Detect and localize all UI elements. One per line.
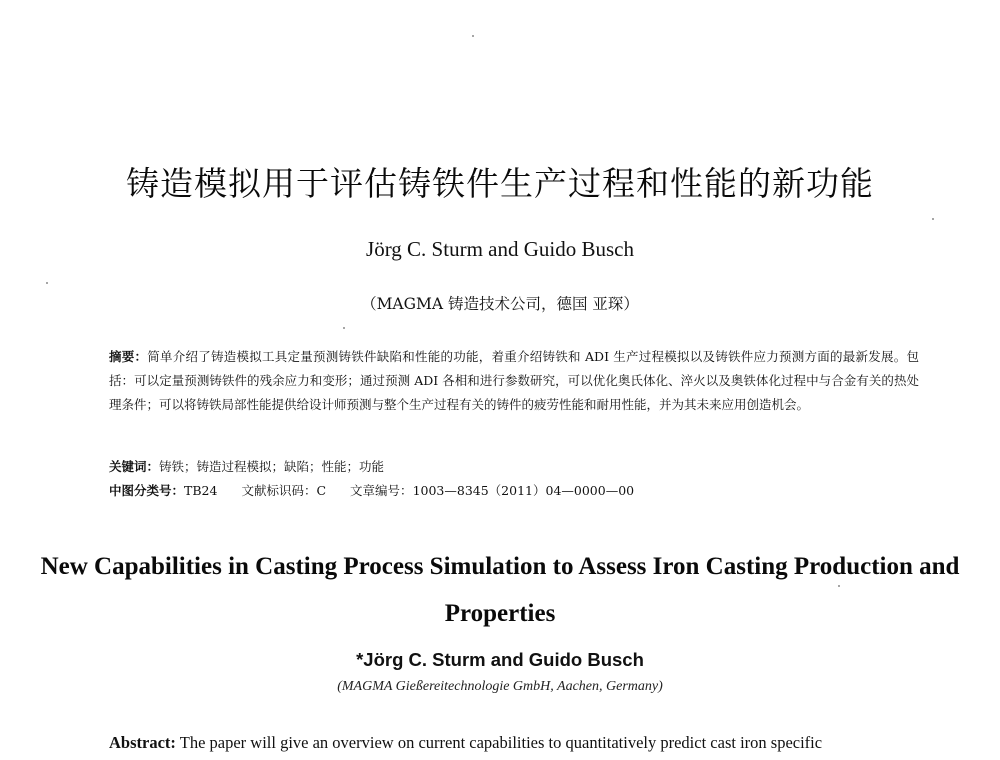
chinese-keywords (109, 455, 919, 479)
chinese-affiliation: （MAGMA 铸造技术公司，德国 亚琛） (361, 295, 639, 313)
scan-speck (46, 282, 48, 284)
english-abstract-label: Abstract: (109, 733, 176, 752)
english-title: New Capabilities in Casting Process Simulation to Assess Iron Casting Production and Properties (40, 553, 960, 627)
english-abstract (109, 733, 919, 753)
clc-label: 中图分类号： (109, 483, 185, 498)
english-abstract-text: The paper will give an overview on current capabilities to quantitatively predict cast iron specific (179, 733, 823, 752)
scan-speck (932, 218, 934, 220)
clc-value: TB24 (184, 483, 218, 498)
chinese-keywords-text: 铸铁；铸造过程模拟；缺陷；性能；功能 (159, 459, 385, 474)
document-code-label: 文献标识码： (241, 483, 317, 498)
scan-speck (472, 35, 474, 37)
classification-line (109, 479, 919, 503)
chinese-abstract (109, 345, 919, 417)
chinese-abstract-text: 简单介绍了铸造模拟工具定量预测铸铁件缺陷和性能的功能，着重介绍铸铁和 ADI 生产过程模拟以及铸铁件应力预测方面的最新发展。包括：可以定量预测铸铁件的残余应力和变形；通过预测 ADI 各相和进行参数研究，可以优化奥氏体化、淬火以及奥铁体化过程中与合金有关的热处理条件；可以将铸铁局部性能提供给设计师预测与整个生产过程有关的铸件的疲劳性能和耐用性能，并为其未来应用创造机会。 (109, 349, 919, 412)
chinese-abstract-label: 摘要： (109, 349, 148, 364)
scan-speck (343, 327, 345, 329)
english-affiliation: (MAGMA Gießereitechnologie GmbH, Aachen, Germany) (337, 679, 663, 694)
document-code-value: C (316, 483, 327, 498)
english-authors: *Jörg C. Sturm and Guido Busch (356, 649, 644, 670)
chinese-authors: Jörg C. Sturm and Guido Busch (366, 237, 634, 261)
article-number-label: 文章编号： (350, 483, 413, 498)
chinese-keywords-label: 关键词： (109, 459, 160, 474)
chinese-title: 铸造模拟用于评估铸铁件生产过程和性能的新功能 (126, 164, 874, 203)
article-number-value: 1003—8345（2011）04—0000—00 (412, 483, 635, 498)
